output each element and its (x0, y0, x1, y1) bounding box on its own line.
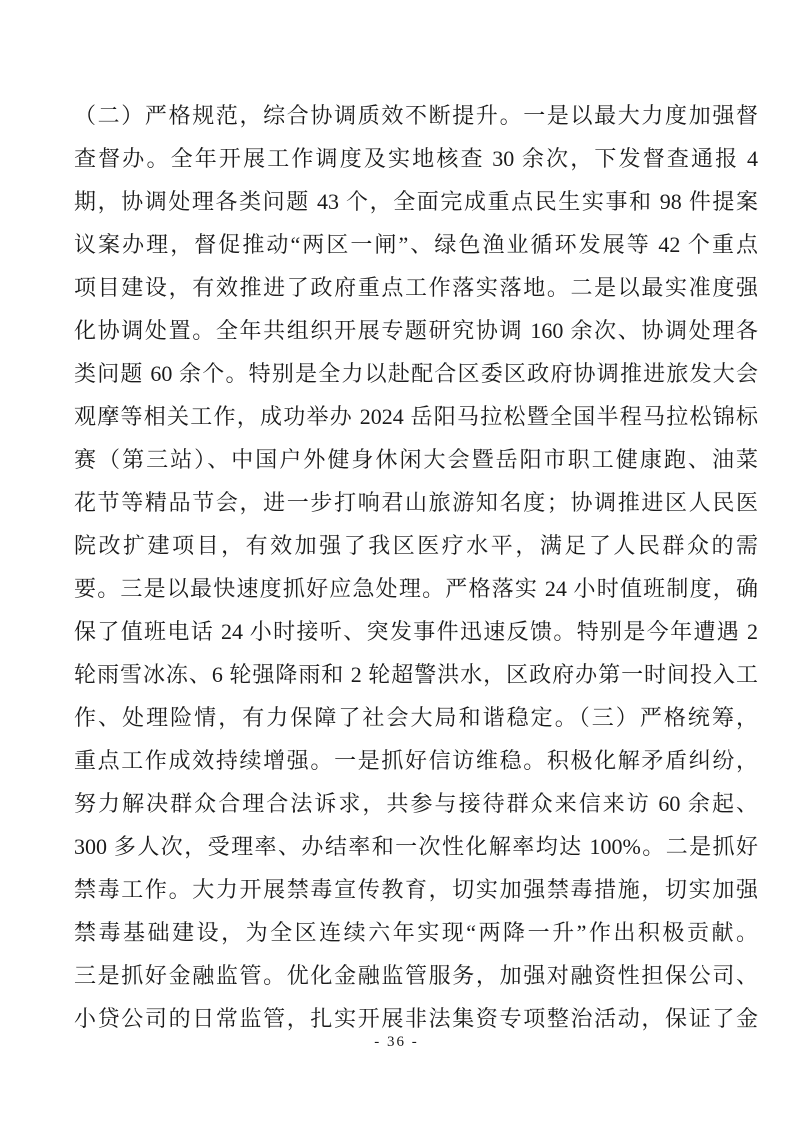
text-line: 院改扩建项目，有效加强了我区医疗水平，满足了人民群众的需 (74, 533, 758, 558)
text-line: 小贷公司的日常监管，扎实开展非法集资专项整治活动，保证了金 (74, 1006, 758, 1031)
text-line: 保了值班电话 24 小时接听、突发事件迅速反馈。特别是今年遭遇 2 (74, 619, 758, 644)
text-line: 期，协调处理各类问题 43 个，全面完成重点民生实事和 98 件提案 (74, 189, 758, 214)
text-line: 禁毒工作。大力开展禁毒宣传教育，切实加强禁毒措施，切实加强 (74, 877, 758, 902)
text-line: 作、处理险情，有力保障了社会大局和谐稳定。（三）严格统筹， (74, 705, 758, 730)
text-line: 要。三是以最快速度抓好应急处理。严格落实 24 小时值班制度，确 (74, 576, 758, 601)
text-line: 300 多人次，受理率、办结率和一次性化解率均达 100%。二是抓好 (74, 834, 758, 859)
text-line: 重点工作成效持续增强。一是抓好信访维稳。积极化解矛盾纠纷， (74, 748, 758, 773)
document-body (74, 94, 758, 1040)
text-line: （二）严格规范，综合协调质效不断提升。一是以最大力度加强督 (74, 103, 758, 128)
text-line: 赛（第三站）、中国户外健身休闲大会暨岳阳市职工健康跑、油菜 (74, 447, 758, 472)
text-line: 项目建设，有效推进了政府重点工作落实落地。二是以最实准度强 (74, 275, 758, 300)
text-line: 努力解决群众合理合法诉求，共参与接待群众来信来访 60 余起、 (74, 791, 758, 816)
text-line: 花节等精品节会，进一步打响君山旅游知名度；协调推进区人民医 (74, 490, 758, 515)
text-line: 化协调处置。全年共组织开展专题研究协调 160 余次、协调处理各 (74, 318, 758, 343)
text-line: 查督办。全年开展工作调度及实地核查 30 余次，下发督查通报 4 (74, 146, 758, 171)
text-line: 轮雨雪冰冻、6 轮强降雨和 2 轮超警洪水，区政府办第一时间投入工 (74, 662, 758, 687)
text-line: 观摩等相关工作，成功举办 2024 岳阳马拉松暨全国半程马拉松锦标 (74, 404, 758, 429)
text-line: 三是抓好金融监管。优化金融监管服务，加强对融资性担保公司、 (74, 963, 758, 988)
text-line: 禁毒基础建设，为全区连续六年实现“两降一升”作出积极贡献。 (74, 920, 758, 945)
text-line: 议案办理，督促推动“两区一闸”、绿色渔业循环发展等 42 个重点 (74, 232, 758, 257)
page-number: - 36 - (374, 1034, 419, 1050)
text-line: 类问题 60 余个。特别是全力以赴配合区委区政府协调推进旅发大会 (74, 361, 758, 386)
